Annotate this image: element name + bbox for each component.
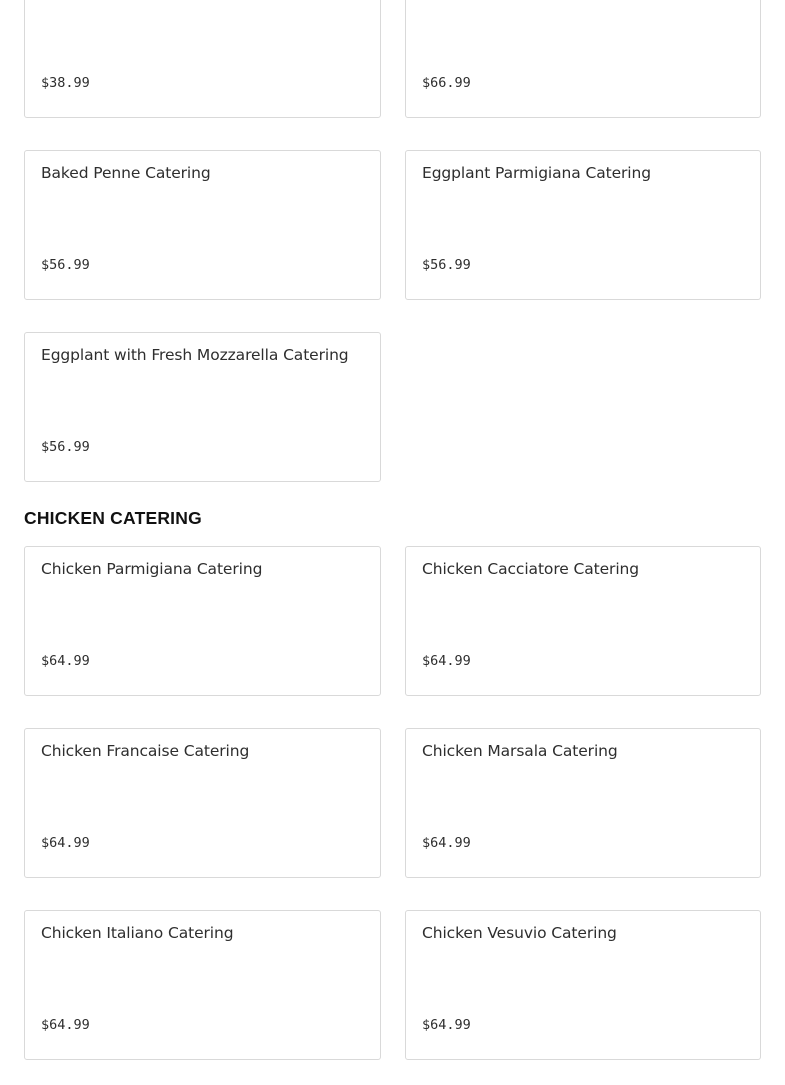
menu-item-price: $64.99	[41, 653, 90, 669]
menu-item-card[interactable]	[405, 0, 761, 118]
pasta-items-grid	[24, 0, 785, 482]
menu-item-card[interactable]	[405, 546, 761, 696]
menu-item-title: Chicken Francaise Catering	[41, 742, 250, 760]
menu-item-price: $56.99	[41, 439, 90, 455]
menu-item-price: $64.99	[41, 1017, 90, 1033]
menu-item-price: $64.99	[422, 1017, 471, 1033]
menu-item-card[interactable]	[405, 150, 761, 300]
menu-item-title: Chicken Parmigiana Catering	[41, 560, 263, 578]
menu-item-title: Chicken Marsala Catering	[422, 742, 618, 760]
chicken-items-grid	[24, 546, 785, 1060]
menu-item-card[interactable]	[24, 0, 381, 118]
menu-item-price: $64.99	[41, 835, 90, 851]
menu-item-card[interactable]	[24, 728, 381, 878]
menu-item-title: Chicken Vesuvio Catering	[422, 924, 617, 942]
menu-item-price: $56.99	[422, 257, 471, 273]
menu-item-card[interactable]	[405, 910, 761, 1060]
menu-item-title: Chicken Cacciatore Catering	[422, 560, 639, 578]
menu-item-title: Chicken Italiano Catering	[41, 924, 234, 942]
menu-item-price: $64.99	[422, 835, 471, 851]
menu-item-title: Eggplant Parmigiana Catering	[422, 164, 651, 182]
menu-item-card[interactable]	[405, 728, 761, 878]
menu-item-price: $66.99	[422, 75, 471, 91]
menu-item-card[interactable]	[24, 150, 381, 300]
menu-item-card[interactable]	[24, 332, 381, 482]
menu-item-title: Baked Penne Catering	[41, 164, 211, 182]
menu-item-price: $56.99	[41, 257, 90, 273]
menu-item-price: $38.99	[41, 75, 90, 91]
menu-item-price: $64.99	[422, 653, 471, 669]
section-heading-chicken: CHICKEN CATERING	[24, 508, 202, 528]
menu-item-title: Eggplant with Fresh Mozzarella Catering	[41, 346, 349, 364]
menu-item-card[interactable]	[24, 546, 381, 696]
menu-item-card[interactable]	[24, 910, 381, 1060]
